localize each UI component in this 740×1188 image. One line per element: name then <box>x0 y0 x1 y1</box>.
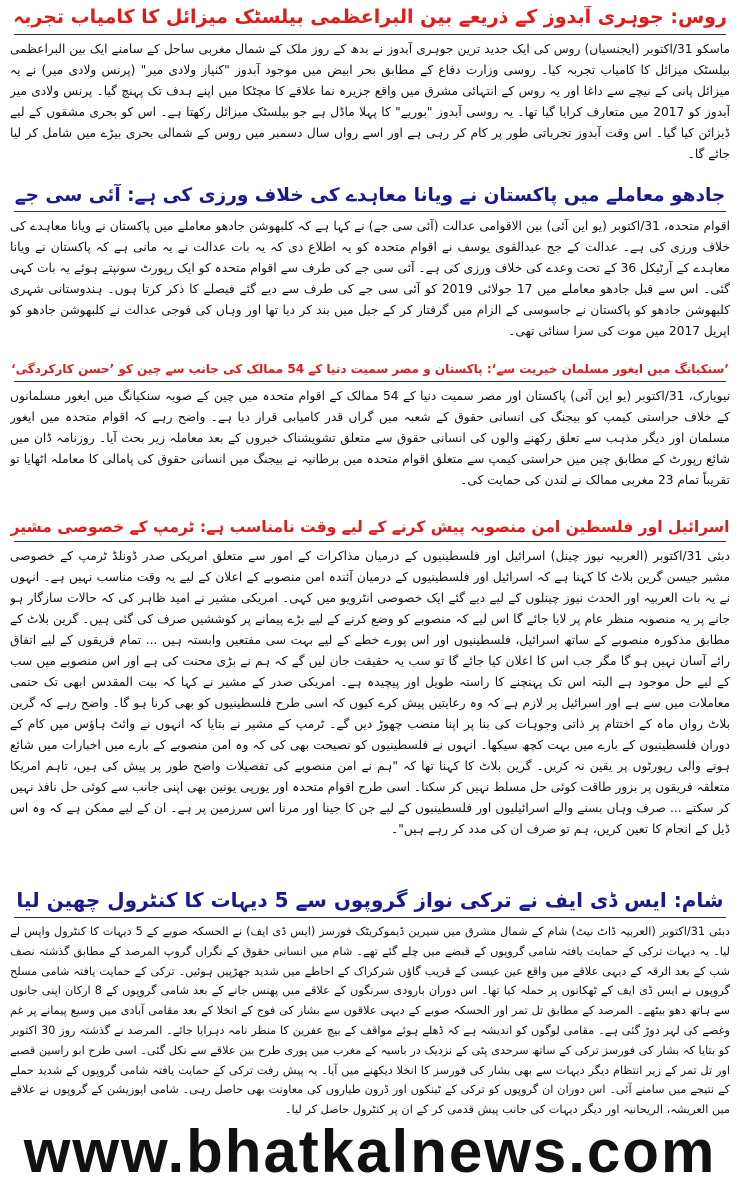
body-text: اقوام متحدہ، 31/اکتوبر (یو این آئی) بین الاقوامی عدالت (آئی سی جے) نے کہا ہے کہ کلبھوشن جادھو معاملے میں پاکستان نے ویانا معاہدے کی خلاف ورزی کی ہے۔ عدالت کے جج عبدالقوی یوسف نے اقوام متحدہ کو یہ اطلاع دی کہ یہ بات عدالت نے یہ مانی ہے کہ پاکستان نے ویانا معاہدے کے آرٹیکل 36 کے تحت وعدے کی خلاف ورزی کی ہے۔ آئی سی جے کی طرف سے اقوام متحدہ کو ایک رپورٹ سونپتے ہوئے یہ بات کہی گئی۔ اس سے قبل جادھو معاملے میں 17 جولائی 2019 کو آئی سی جے کی طرف سے دیے گئے فیصلے کا ذکر کرتا ہوں۔ ہندوستانی شہری کلبھوشن جادھو کو پاکستان نے جاسوسی کے الزام میں گرفتار کر کے جیل میں بند کر دیا تھا اور وہاں کی فوجی عدالت نے کلبھوشن جادھو کو اپریل 2017 میں موت کی سزا سنائی تھی۔ <box>10 219 730 339</box>
headline-syria: شام: ایس ڈی ایف نے ترکی نواز گروپوں سے 5 دیہات کا کنٹرول چھین لیا <box>16 888 724 912</box>
body-text: ماسکو 31/اکتوبر (ایجنسیاں) روس کی ایک جدید ترین جوہری آبدوز نے بدھ کے روز ملک کے شمال مغربی ساحل کے سامنے ایک بین البراعظمی بیلسٹک میزائل کا کامیاب تجربہ کیا۔ روسی وزارت دفاع کے مطابق بحر ابیض میں موجود آبدوز "کنیاز ولادی میر" (پرنس ولادی میر) نے یہ میزائل پانی کے نیچے سے داغا اور یہ روس کے انتہائی مشرق میں واقع جزیرہ نما علاقے کا مچٹکا میں اپنے ہدف تک پہنچ گیا۔ پرنس ولادی میر آبدوز کو 2017 میں متعارف کرایا گیا تھا۔ یہ روسی آبدوز "بوریے" کا پہلا ماڈل ہے جو بیلسٹک میزائل رکھتا ہے۔ اس کو بحری مشقوں کے لیے ڈیزائن کیا گیا۔ اس وقت آبدوز تجرباتی طور پر کام کر رہی ہے اور اسے رواں سال دسمبر میں روس کے شمالی بحری بیڑے میں شامل کر لیا جائے گا۔ <box>10 41 730 161</box>
body-syria <box>10 922 730 1120</box>
divider <box>14 917 726 918</box>
body-text: دبئی 31/اکتوبر (العربیہ نیوز چینل) اسرائیل اور فلسطینیوں کے درمیان مذاکرات کے امور سے متعلق امریکی صدر ڈونلڈ ٹرمپ کے خصوصی مشیر جیسن گرین بلاٹ کا کہنا ہے کہ اسرائیل اور فلسطینیوں کے درمیان آئندہ امن منصوبے کے اعلان کے لیے یہ وقت مناسب نہیں ہے۔ انہوں نے یہ بات العربیہ اور الحدث نیوز چینلوں کے لیے دیے گئے ایک خصوصی انٹرویو میں کہی۔ امریکی مشیر نے امید ظاہر کی کہ حالات سازگار ہو جانے پر یہ منصوبہ منظر عام پر لایا جائے گا اس لیے کہ منصوبے کو وضع کرنے کے لیے بڑے پیمانے پر کوششیں صرف کی گئی ہیں۔ گرین بلاٹ کے مطابق مذکورہ منصوبے کے ساتھ اسرائیل، فلسطینیوں اور اس پورے خطے کے لیے بہت سی مفتعیں وابستہ ہیں ... تمام فریقوں کے لیے اتفاق رائے آسان نہیں ہو گا مگر جب اس کا اعلان کیا جائے گا تو سب یہ حقیقت جان لیں گے کہ ہم نے بڑی محنت کی ہے اور اس منصوبے میں سب کے لیے حل موجود ہے البتہ اس تک پہنچنے کا راستہ طویل اور پیچیدہ ہے۔ امریکی صدر کے مشیر نے کہا کہ بیت المقدس ابھی تک حتمی معاملات میں سے ہے اور اسرائیل پر لازم ہے کہ وہ رعایتیں پیش کرے کیوں کہ اسی طرح فلسطینیوں کو بھی کرنا ہو گا۔ واضح رہے کہ گرین بلاٹ رواں ماہ کے اختتام پر ذاتی وجوہات کی بنا پر اپنا منصب چھوڑ دیں گے۔ ٹرمپ کے مشیر نے بتایا کہ انہوں نے وائٹ ہاؤس میں کام کے دوران فلسطینیوں کے بارے میں بہت کچھ سیکھا۔ انہوں نے فلسطینیوں کو نصیحت بھی کی کہ وہ امن منصوبے کے بارے میں اخبارات میں شائع ہونے والی رپورٹوں پر یقین نہ کریں۔ گرین بلاٹ کا کہنا تھا کہ "ہم نے امن منصوبے کی تفصیلات واضح طور پر پیش کی ہیں، تاہم امریکا متعلقہ فریقوں پر بزور طاقت کوئی حل مسلط نہیں کر سکتا۔ اسی طرح اقوام متحدہ اور یورپی یونین بھی اپنی جانب سے کوئی حل نافذ نہیں کر سکتے ... صرف وہاں بسنے والے اسرائیلیوں اور فلسطینیوں کے لیے جن کا جینا اور مرنا اس سرزمین پر ہے۔ ان کے لیے ممکن ہے کہ وہ اس ڈیل کے انجام کا تعین کریں، ہم تو صرف ان کی مدد کر رہے ہیں"۔ <box>10 549 730 837</box>
headline-uyghur: ’سنکیانگ میں ایغور مسلمان خیریت سے‘: پاکستان و مصر سمیت دنیا کے 54 ممالک کی جانب سے چین کو ’حسن کارکردگی‘ <box>11 362 729 376</box>
body-israel-palestine <box>10 546 730 840</box>
headline-russia: روس: جوہری آبدوز کے ذریعے بین البراعظمی بیلسٹک میزائل کا کامیاب تجربہ <box>13 6 727 28</box>
article-icj <box>10 184 730 354</box>
site-url-footer: www.bhatkalnews.com <box>23 1118 717 1185</box>
body-uyghur <box>10 386 730 491</box>
body-russia <box>10 39 730 165</box>
article-israel-palestine <box>10 518 730 882</box>
divider <box>14 34 726 35</box>
headline-israel-palestine: اسرائیل اور فلسطین امن منصوبہ پیش کرنے کے لیے وقت نامناسب ہے: ٹرمپ کے خصوصی مشیر <box>10 518 730 536</box>
divider <box>14 381 726 382</box>
body-text: نیویارک، 31/اکتوبر (یو این آئی) پاکستان اور مصر سمیت دنیا کے 54 ممالک کے اقوام متحدہ میں چین کے صوبہ سنکیانگ میں ایغور مسلمانوں کے خلاف حراستی کیمپ کو بیجنگ کی انسانی حقوق کے شعبہ میں گراں قدر کامیابی قرار دیا ہے۔ واضح رہے کہ اقوام متحدہ میں ایغور مسلمان اور دیگر مذہب سے تعلق رکھنے والوں کی انسانی حقوق سے متعلق تشویشناک خبروں کے بعد معاملہ زیر بحث آیا۔ روزنامہ ڈان میں شائع رپورٹ کے مطابق چین میں حراستی کیمپ سے متعلق اقوام متحدہ میں برطانیہ نے بیجنگ میں انسانی حقوق کی پامالی کا معاملہ اٹھایا تو تقریباً تمام 23 مغربی ممالک نے لندن کی حمایت کی۔ <box>10 389 730 487</box>
article-syria <box>10 888 730 1120</box>
body-text: دبئی 31/اکتوبر (العربیہ ڈاٹ نیٹ) شام کے شمال مشرق میں سیرین ڈیموکریٹک فورسز (ایس ڈی ایف) نے الحسکہ صوبے کے 5 دیہات کا کنٹرول واپس لے لیا۔ یہ دیہات ترکی کے حمایت یافتہ شامی گروپوں کے قبضے میں چلے گئے تھے۔ شام میں انسانی حقوق کے نگراں گروپ المرصد کے مطابق گذشتہ نصف شب کے بعد الرقہ کے دیہی علاقے میں واقع عین عیسی کے قریب گاؤں شرکراک کے احاطے میں شدید جھڑپیں ہوئیں۔ ترکی کے حمایت یافتہ شامی مسلح گروپوں نے ایس ڈی ایف کے ٹھکانوں پر حملہ کیا تھا۔ اس دوران بارودی سرنگوں کے علاقے میں پھنس جانے کے بعد شامی گروپوں کے 8 ارکان اپنی جانوں سے ہاتھ دھو بیٹھے۔ المرصد کے مطابق تل تمر اور الحسکہ صوبے کے دیہی علاقوں سے بشار کی فوج کے انخلا کے بعد مقامی آبادی میں وسیع پیمانے پر غم وغصے کی لہر دوڑ گئی ہے۔ مقامی لوگوں کو اندیشہ ہے کہ ڈھلے ہوئے مواقف کے بیچ عفرین کا منظر نامہ دہرایا جائے۔ المرصد نے گذشتہ روز 30 اکتوبر کو بتایا کہ بشار کی فورسز ترکی کے ساتھ سرحدی پٹی کے نزدیک در باسیہ کے مغرب میں پوری طرح بین علاقے سے نکل گئی۔ اسی طرح ابو راسین قصبے اور تل تمر کے زیر انتظام دیگر دیہات سے بھی بشار کی فورسز کا انخلا دیکھنے میں آیا۔ یہ پیش رفت ترکی کے حمایت یافتہ شامی گروپوں کے شدید حملے کے نتیجے میں سامنے آئی۔ اس دوران ان گروپوں کو ترکی کے ٹینکوں اور ڈرون طیاروں کی معاونت بھی حاصل رہی۔ شامی اپوزیشن کے گروپوں نے علاقے میں العریشہ، الریحانیہ اور دیگر دیہات کی جانب پیش قدمی کر کے ان پر کنٹرول حاصل کر لیا۔ <box>10 925 730 1117</box>
divider <box>14 541 726 542</box>
body-icj <box>10 216 730 342</box>
headline-icj: جادھو معاملے میں پاکستان نے ویانا معاہدے کی خلاف ورزی کی ہے: آئی سی جے <box>14 185 726 206</box>
article-uyghur <box>10 362 730 508</box>
divider <box>14 211 726 212</box>
article-russia <box>10 6 730 178</box>
